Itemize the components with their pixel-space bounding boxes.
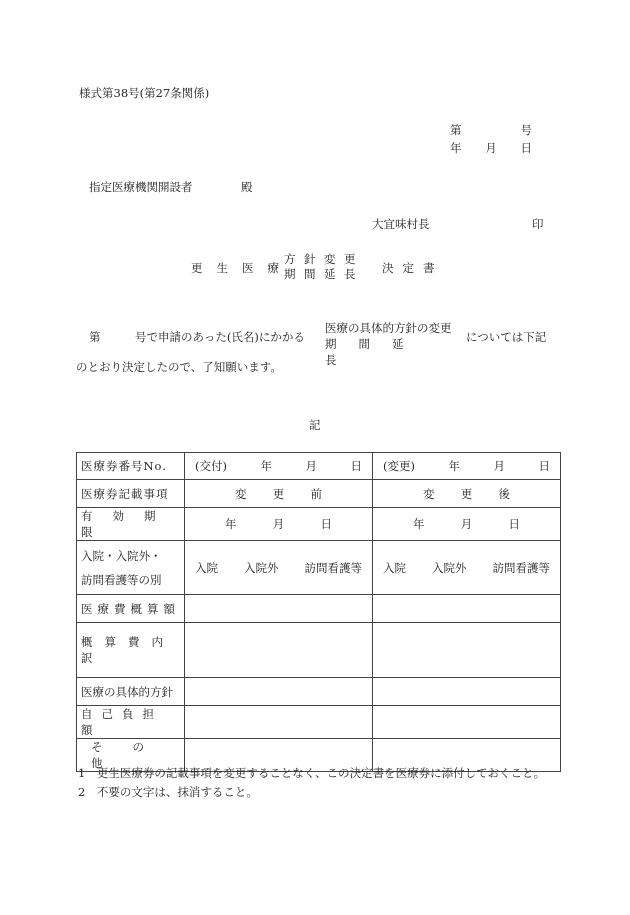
row-label: 医療券番号No. — [81, 459, 167, 473]
table-row: 医療券番号No. (交付) 年 月 日 (変更) 年 月 日 — [77, 453, 561, 480]
row-label: 医療の具体的方針 — [81, 684, 173, 699]
cost-breakdown-before — [185, 623, 373, 678]
body-choice: 医療の具体的方針の変更 期間延長 — [325, 321, 452, 367]
table-row: 有効期限 年 月 日 年 月 日 — [77, 508, 561, 541]
decision-table — [76, 452, 561, 772]
table-row — [77, 678, 561, 706]
row-label: 医療費概算額 — [81, 601, 180, 616]
body-prefix: 第 — [89, 330, 101, 344]
title-choice: 方針変更 期間延長 — [284, 252, 364, 281]
row-label: 医療券記載事項 — [81, 486, 169, 501]
table-row — [77, 623, 561, 678]
table-row — [77, 706, 561, 739]
treatment-plan-before — [185, 678, 373, 706]
row-label: 入院・入院外・ 訪問看護等の別 — [81, 548, 162, 587]
body-line2: のとおり決定したので、了知願います。 — [76, 360, 282, 374]
issuer-name: 大宜味村長 — [372, 217, 430, 231]
treatment-plan-after — [373, 678, 561, 706]
cost-breakdown-after — [373, 623, 561, 678]
copay-before — [185, 706, 373, 739]
addressee-honorific: 殿 — [241, 180, 253, 194]
document-number: 第 号 — [450, 123, 532, 137]
body-suffix: については下記 — [466, 330, 547, 344]
table-row: 入院・入院外・ 訪問看護等の別 入院 入院外 訪問看護等 入院 入院外 訪問看護等 — [77, 541, 561, 595]
addressee-title: 指定医療機関開設者 — [89, 180, 193, 194]
title-left: 更生医療 — [191, 261, 293, 275]
estimated-cost-before — [185, 595, 373, 623]
table-row: 医療券記載事項 変 更 前 変 更 後 — [77, 480, 561, 508]
estimated-cost-after — [373, 595, 561, 623]
row-label: 有効期限 — [81, 509, 176, 539]
form-number: 様式第38号(第27条関係) — [79, 86, 210, 100]
row-label: 概算費内訳 — [81, 635, 175, 665]
body-mid: 号で申請のあった(氏名)にかかる — [135, 330, 305, 344]
issue-date: 年 月 日 — [450, 141, 532, 155]
note-1: 1 更生医療券の記載事項を変更することなく、この決定書を医療券に添付しておくこと。 — [78, 766, 546, 780]
copay-after — [373, 706, 561, 739]
title-right: 決定書 — [382, 261, 444, 275]
table-row — [77, 595, 561, 623]
row-label: その他 — [91, 740, 174, 770]
seal-mark: 印 — [532, 217, 544, 231]
ki-heading: 記 — [309, 418, 321, 432]
note-2: 2 不要の文字は、抹消すること。 — [78, 785, 258, 799]
row-label: 自己負担額 — [81, 707, 163, 737]
